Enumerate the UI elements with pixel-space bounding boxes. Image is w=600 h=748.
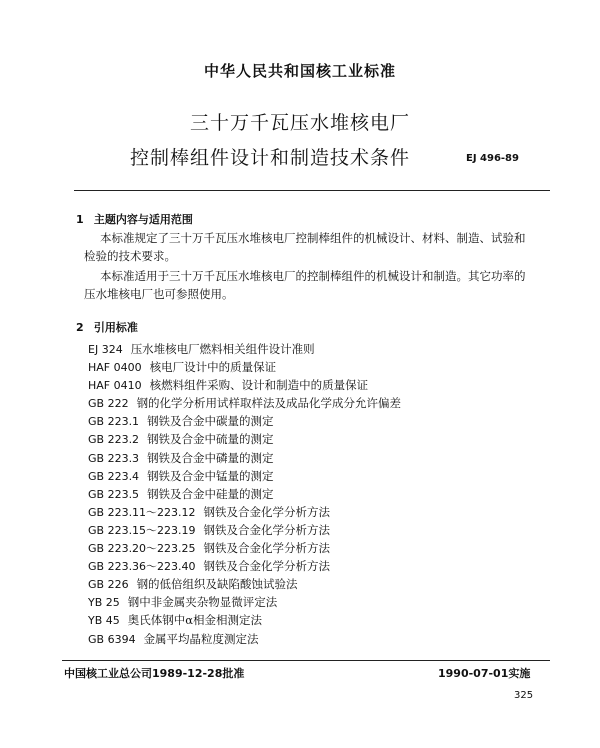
reference-title: 钢铁及合金中硅量的测定 bbox=[147, 486, 274, 501]
reference-title: 核燃料组件采购、设计和制造中的质量保证 bbox=[149, 378, 369, 393]
reference-item bbox=[88, 376, 401, 394]
effective-date: 1990-07-01实施 bbox=[438, 667, 531, 680]
reference-title: 钢铁及合金中磷量的测定 bbox=[147, 450, 274, 465]
reference-item bbox=[88, 412, 401, 430]
reference-code: GB 223.2 bbox=[88, 433, 140, 447]
reference-title: 钢铁及合金化学分析方法 bbox=[203, 504, 331, 519]
reference-code: HAF 0400 bbox=[88, 361, 142, 375]
reference-title: 钢铁及合金化学分析方法 bbox=[203, 559, 331, 574]
section-1-paragraph-2: 本标准适用于三十万千瓦压水堆核电厂的控制棒组件的机械设计和制造。其它功率的压水堆核电厂也可参照使用。 bbox=[84, 269, 526, 301]
section-1-paragraph-1: 本标准规定了三十万千瓦压水堆核电厂控制棒组件的机械设计、材料、制造、试验和检验的技术要求。 bbox=[84, 231, 526, 263]
section-2-number: 2 bbox=[76, 321, 84, 334]
reference-code: YB 45 bbox=[88, 614, 120, 628]
reference-title: 钢铁及合金化学分析方法 bbox=[203, 522, 331, 537]
reference-code: GB 223.36～223.40 bbox=[88, 560, 196, 574]
reference-code: GB 223.4 bbox=[88, 469, 140, 483]
reference-code: GB 6394 bbox=[88, 632, 136, 646]
reference-code: GB 223.3 bbox=[88, 451, 140, 465]
document-title-line-2: 控制棒组件设计和制造技术条件 bbox=[130, 147, 411, 169]
reference-title: 奥氏体钢中α相金相测定法 bbox=[127, 613, 263, 628]
issued-by-date: 中国核工业总公司1989-12-28批准 bbox=[64, 667, 245, 680]
reference-code: EJ 324 bbox=[88, 343, 123, 356]
reference-code: GB 223.20～223.25 bbox=[88, 542, 196, 556]
reference-item bbox=[88, 394, 401, 412]
reference-list bbox=[88, 340, 401, 648]
reference-code: HAF 0410 bbox=[88, 379, 142, 393]
reference-code: GB 223.15～223.19 bbox=[88, 523, 196, 537]
reference-item bbox=[88, 358, 401, 376]
reference-title: 核电厂设计中的质量保证 bbox=[149, 360, 277, 375]
reference-item bbox=[88, 449, 401, 467]
section-2-title: 引用标准 bbox=[93, 321, 138, 334]
header-divider bbox=[74, 190, 550, 191]
reference-title: 金属平均晶粒度测定法 bbox=[143, 631, 259, 646]
reference-code: GB 226 bbox=[88, 578, 129, 592]
reference-item bbox=[88, 521, 401, 539]
standard-header: 中华人民共和国核工业标准 bbox=[203, 62, 396, 80]
reference-code: GB 223.5 bbox=[88, 487, 140, 501]
reference-title: 钢铁及合金中硫量的测定 bbox=[147, 432, 274, 447]
reference-item bbox=[88, 467, 401, 485]
reference-item bbox=[88, 611, 401, 629]
reference-item bbox=[88, 557, 401, 575]
reference-title: 钢中非金属夹杂物显微评定法 bbox=[127, 595, 278, 610]
reference-title: 钢铁及合金中碳量的测定 bbox=[147, 414, 274, 429]
reference-code: GB 223.1 bbox=[88, 415, 140, 429]
reference-title: 钢铁及合金化学分析方法 bbox=[203, 541, 331, 556]
section-1-number: 1 bbox=[76, 213, 84, 226]
reference-item bbox=[88, 503, 401, 521]
page-number: 325 bbox=[514, 690, 534, 701]
reference-title: 钢的化学分析用试样取样法及成品化学成分允许偏差 bbox=[136, 396, 402, 411]
reference-item bbox=[88, 340, 401, 358]
reference-title: 钢铁及合金中锰量的测定 bbox=[147, 468, 274, 483]
document-title-line-1: 三十万千瓦压水堆核电厂 bbox=[189, 112, 410, 134]
reference-item bbox=[88, 485, 401, 503]
reference-code: GB 223.11～223.12 bbox=[88, 505, 196, 519]
section-2-heading bbox=[76, 319, 138, 335]
reference-item bbox=[88, 430, 401, 448]
reference-item bbox=[88, 539, 401, 557]
reference-code: YB 25 bbox=[88, 596, 120, 610]
reference-code: GB 222 bbox=[88, 397, 129, 411]
reference-title: 钢的低倍组织及缺陷酸蚀试验法 bbox=[136, 577, 298, 592]
reference-item bbox=[88, 575, 401, 593]
standard-code: EJ 496-89 bbox=[466, 153, 519, 164]
reference-item bbox=[88, 593, 401, 611]
section-1-title: 主题内容与适用范围 bbox=[93, 213, 193, 226]
reference-title: 压水堆核电厂燃料相关组件设计准则 bbox=[130, 342, 315, 356]
section-1-heading bbox=[76, 211, 193, 227]
reference-item bbox=[88, 630, 401, 648]
footer-divider bbox=[62, 660, 550, 661]
